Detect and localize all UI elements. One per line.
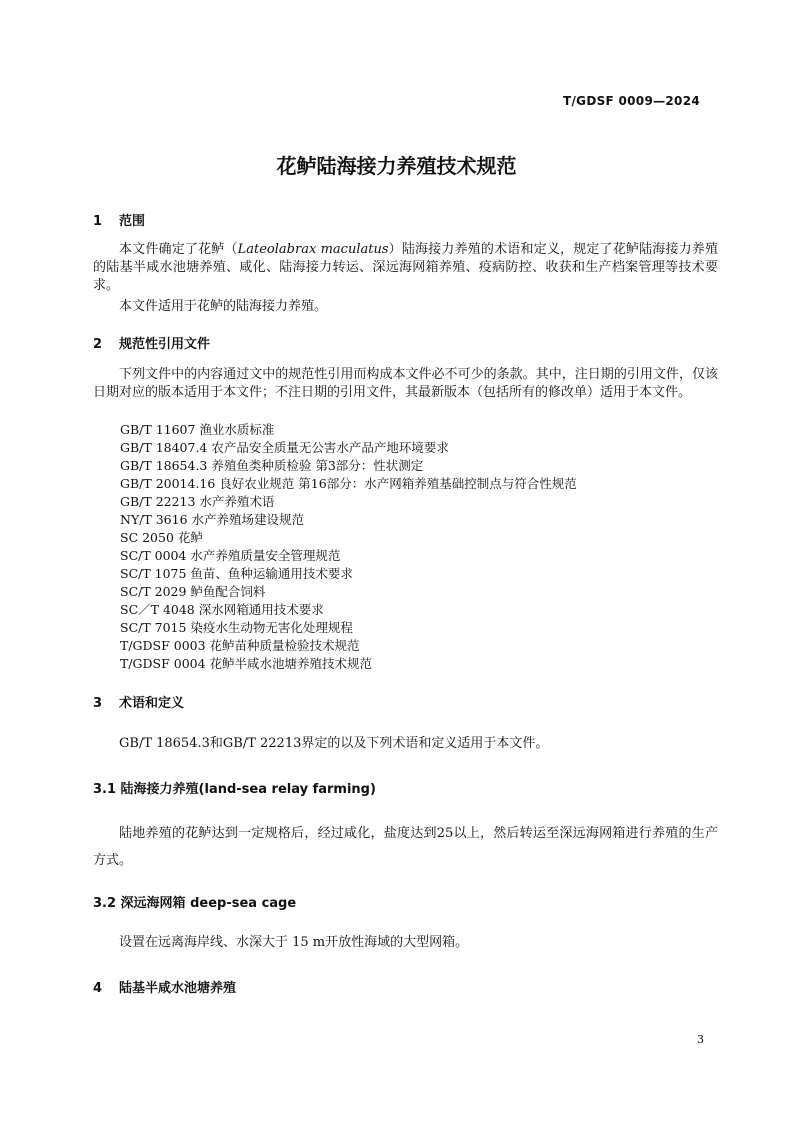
latin-name: Lateolabrax maculatus bbox=[237, 242, 389, 257]
reference-item: SC／T 4048 深水网箱通用技术要求 bbox=[120, 602, 324, 617]
reference-item: GB/T 20014.16 良好农业规范 第16部分：水产网箱养殖基础控制点与符合性规范 bbox=[120, 476, 577, 491]
reference-item: T/GDSF 0003 花鲈苗种质量检验技术规范 bbox=[120, 638, 360, 653]
document-number: T/GDSF 0009—2024 bbox=[563, 94, 700, 108]
reference-item: T/GDSF 0004 花鲈半咸水池塘养殖技术规范 bbox=[120, 656, 373, 671]
section-title: 规范性引用文件 bbox=[119, 337, 211, 352]
section-2-heading bbox=[93, 333, 210, 352]
term-3-2-definition: 设置在远离海岸线、水深大于 15 m开放性海域的大型网箱。 bbox=[119, 935, 469, 950]
reference-item: NY/T 3616 水产养殖场建设规范 bbox=[120, 512, 304, 527]
references-intro: 下列文件中的内容通过文中的规范性引用而构成本文件必不可少的条款。其中，注日期的引用文件，仅该日期对应的版本适用于本文件；不注日期的引用文件，其最新版本（包括所有的修改单）适用于本文件。 bbox=[93, 367, 718, 400]
reference-item: SC/T 1075 鱼苗、鱼种运输通用技术要求 bbox=[120, 566, 353, 581]
section-4-heading bbox=[93, 977, 236, 996]
page-number: 3 bbox=[697, 1033, 704, 1046]
reference-item: SC/T 7015 染疫水生动物无害化处理规程 bbox=[120, 620, 353, 635]
scope-text-b: ）陆海接力养殖的术语和定义，规定了花鲈陆海接力养殖的陆基半咸水池塘养殖、咸化、陆海接力转运、深远海网箱养殖、疫病防控、收获和生产档案管理等技术要求。 bbox=[93, 242, 718, 293]
scope-paragraph bbox=[93, 241, 718, 295]
reference-item: GB/T 22213 水产养殖术语 bbox=[120, 494, 275, 509]
section-title: 范围 bbox=[119, 214, 146, 229]
section-number: 3 bbox=[93, 696, 103, 711]
section-3-heading bbox=[93, 692, 184, 711]
section-number: 2 bbox=[93, 337, 103, 352]
reference-item: SC 2050 花鲈 bbox=[120, 530, 203, 545]
section-title: 术语和定义 bbox=[119, 696, 185, 711]
section-title: 陆基半咸水池塘养殖 bbox=[119, 981, 237, 996]
section-number: 4 bbox=[93, 981, 103, 996]
term-3-1-definition: 陆地养殖的花鲈达到一定规格后，经过咸化，盐度达到25以上，然后转运至深远海网箱进行养殖的生产方式。 bbox=[93, 826, 718, 868]
page-title: 花鲈陆海接力养殖技术规范 bbox=[276, 154, 517, 178]
scope-text-a: 本文件确定了花鲈（ bbox=[119, 242, 238, 257]
terms-intro: GB/T 18654.3和GB/T 22213界定的以及下列术语和定义适用于本文件。 bbox=[119, 736, 549, 751]
scope-applicability: 本文件适用于花鲈的陆海接力养殖。 bbox=[119, 299, 328, 314]
term-3-1-heading: 3.1 陆海接力养殖(land-sea relay farming) bbox=[93, 782, 376, 797]
reference-item: GB/T 18407.4 农产品安全质量无公害水产品产地环境要求 bbox=[120, 440, 449, 455]
reference-item: SC/T 2029 鲈鱼配合饲料 bbox=[120, 584, 266, 599]
reference-item: SC/T 0004 水产养殖质量安全管理规范 bbox=[120, 548, 341, 563]
section-1-heading bbox=[93, 210, 145, 229]
term-3-2-heading: 3.2 深远海网箱 deep-sea cage bbox=[93, 896, 297, 911]
reference-item: GB/T 18654.3 养殖鱼类种质检验 第3部分：性状测定 bbox=[120, 458, 424, 473]
reference-item: GB/T 11607 渔业水质标准 bbox=[120, 422, 275, 437]
section-number: 1 bbox=[93, 214, 103, 229]
